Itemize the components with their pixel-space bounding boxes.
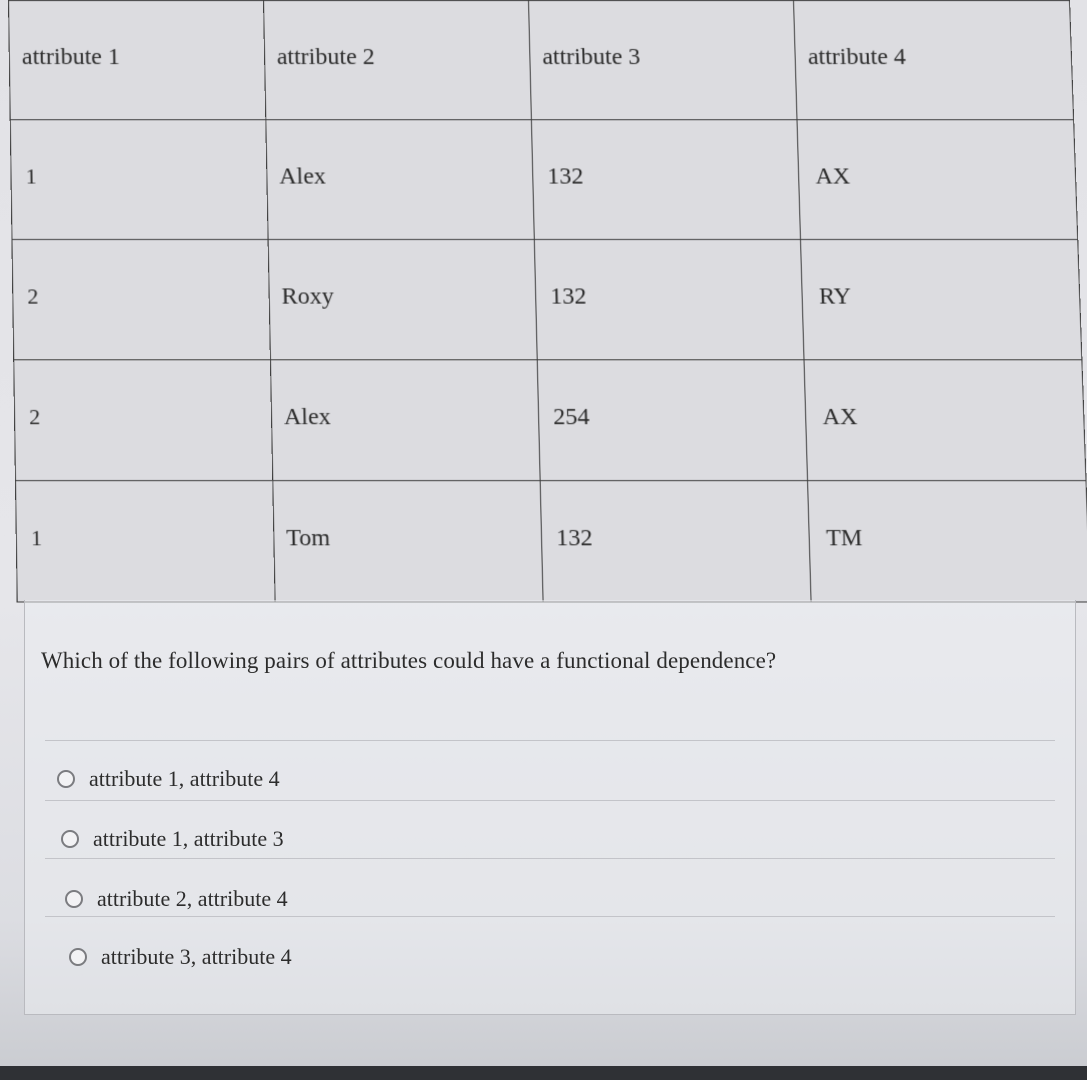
option-label: attribute 1, attribute 4 [89, 766, 280, 791]
table-cell: AX [804, 360, 1086, 481]
option-label: attribute 3, attribute 4 [101, 944, 292, 969]
table-row [15, 481, 1087, 602]
divider [45, 740, 1055, 741]
table-cell: 2 [14, 360, 273, 481]
divider [45, 800, 1055, 801]
data-table-container [8, 0, 1087, 572]
table-cell: Tom [272, 481, 543, 602]
header-attribute-4: attribute 4 [794, 0, 1074, 119]
header-attribute-1: attribute 1 [9, 0, 266, 119]
table-header-row [9, 0, 1074, 119]
table-row [12, 239, 1082, 359]
data-table [8, 0, 1087, 603]
table-cell: AX [797, 120, 1078, 240]
table-row [10, 120, 1077, 240]
table-cell: 254 [537, 360, 808, 481]
table-cell: 1 [15, 481, 274, 602]
table-cell: Alex [265, 120, 534, 240]
answer-option-2[interactable] [61, 826, 284, 852]
table-cell: 132 [534, 239, 804, 359]
answer-option-3[interactable] [65, 886, 288, 912]
answer-option-1[interactable] [57, 766, 280, 792]
table-cell: TM [808, 481, 1087, 602]
divider [45, 916, 1055, 917]
answer-option-4[interactable] [69, 944, 292, 970]
divider [45, 858, 1055, 859]
radio-button[interactable] [65, 890, 83, 908]
table-cell: Roxy [268, 239, 537, 359]
radio-button[interactable] [57, 770, 75, 788]
radio-button[interactable] [61, 830, 79, 848]
monitor-bezel [0, 1066, 1087, 1080]
question-panel [24, 600, 1076, 1015]
table-cell: 2 [12, 239, 270, 359]
table-cell: 132 [540, 481, 811, 602]
radio-button[interactable] [69, 948, 87, 966]
header-attribute-3: attribute 3 [528, 0, 797, 119]
table-cell: RY [801, 239, 1082, 359]
question-text: Which of the following pairs of attributes could have a functional dependence? [41, 648, 777, 673]
table-row [14, 360, 1086, 481]
table-cell: 132 [531, 120, 800, 240]
option-label: attribute 2, attribute 4 [97, 886, 288, 911]
table-cell: 1 [10, 120, 268, 240]
table-cell: Alex [270, 360, 540, 481]
option-label: attribute 1, attribute 3 [93, 826, 284, 851]
header-attribute-2: attribute 2 [263, 0, 531, 119]
